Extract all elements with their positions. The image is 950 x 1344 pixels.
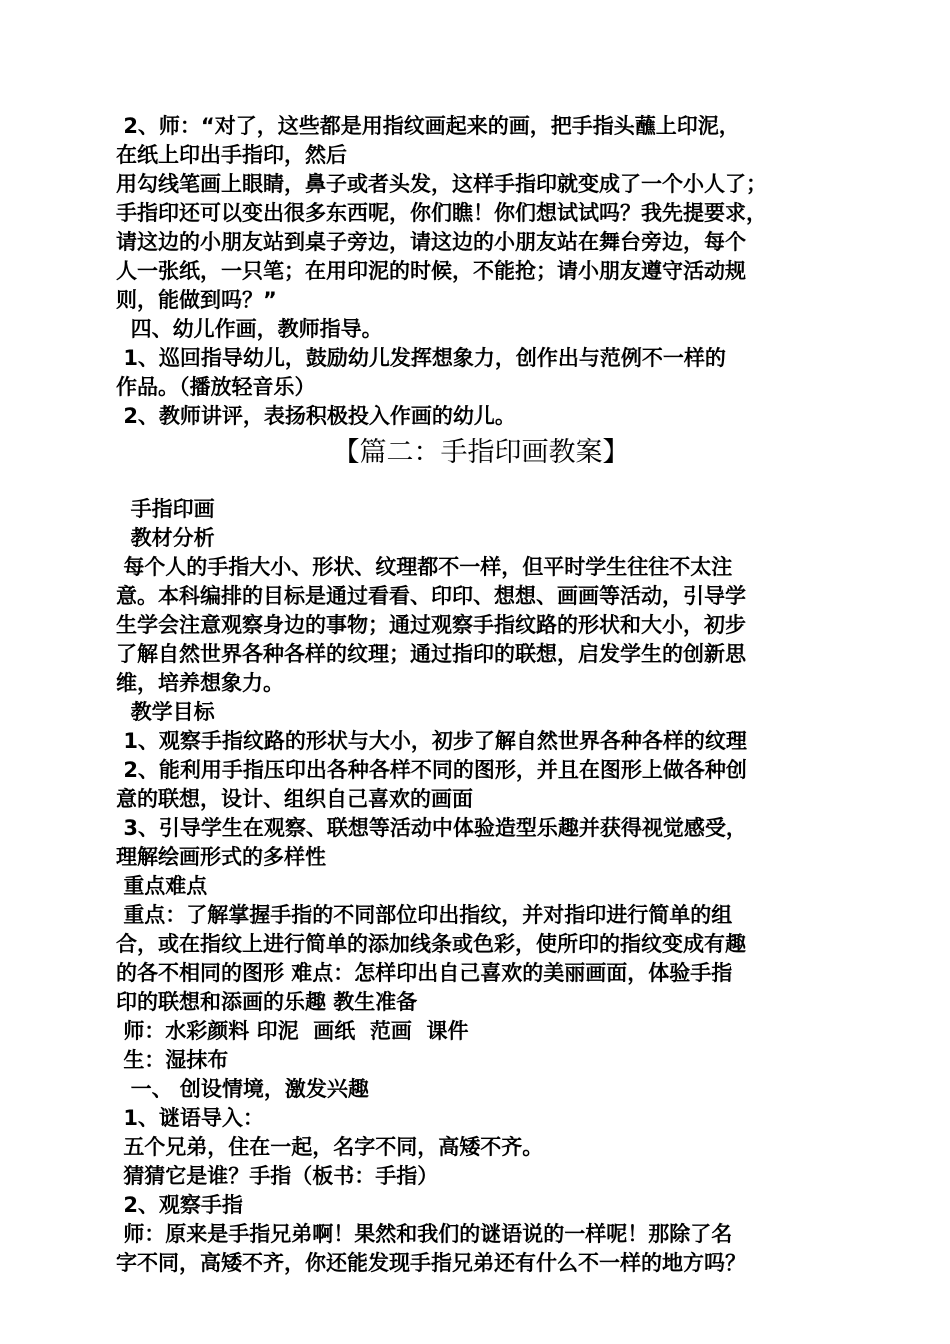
text-line: 手指印还可以变出很多东西呢，你们瞧！你们想试试吗？我先提要求， [116, 201, 767, 225]
text-line: 请这边的小朋友站到桌子旁边，请这边的小朋友站在舞台旁边，每个 [116, 230, 746, 254]
text-line: 师：原来是手指兄弟啊！果然和我们的谜语说的一样呢！那除了名 [116, 1222, 733, 1246]
text-line: 了解自然世界各种各样的纹理；通过指印的联想，启发学生的创新思 [116, 642, 746, 666]
text-line: 的各不相同的图形 难点：怎样印出自己喜欢的美丽画面，体验手指 [116, 961, 733, 985]
text-line: 理解绘画形式的多样性 [116, 845, 326, 869]
text-line: 印的联想和添画的乐趣 教生准备 [116, 990, 418, 1014]
text-line: 1、巡回指导幼儿，鼓励幼儿发挥想象力，创作出与范例不一样的 [116, 346, 726, 370]
text-line: 1、谜语导入： [116, 1106, 264, 1130]
document-page [116, 112, 846, 1278]
text-line: 手指印画 [116, 497, 215, 521]
text-line: 在纸上印出手指印，然后 [116, 143, 347, 167]
text-line: 3、引导学生在观察、联想等活动中体验造型乐趣并获得视觉感受， [116, 816, 747, 840]
text-line: 合，或在指纹上进行简单的添加线条或色彩，使所印的指纹变成有趣 [116, 932, 746, 956]
text-line: 五个兄弟，住在一起，名字不同，高矮不齐。 [116, 1135, 544, 1159]
text-line: 重点：了解掌握手指的不同部位印出指纹，并对指印进行简单的组 [116, 903, 733, 927]
text-line: 一、 创设情境，激发兴趣 [116, 1077, 369, 1101]
text-line: 师：水彩颜料 印泥 画纸 范画 课件 [116, 1019, 469, 1043]
text-line: 教学目标 [116, 700, 215, 724]
text-line: 字不同，高矮不齐，你还能发现手指兄弟还有什么不一样的地方吗？ [116, 1251, 746, 1275]
text-line: 重点难点 [116, 874, 208, 898]
section-heading: 【篇二：手指印画教案】 [332, 437, 630, 468]
lesson-section-1 [116, 112, 846, 431]
text-line: 用勾线笔画上眼睛，鼻子或者头发，这样手指印就变成了一个小人了； [116, 172, 767, 196]
text-line: 作品。（播放轻音乐） [116, 375, 316, 399]
text-line: 2、教师讲评，表扬积极投入作画的幼儿。 [116, 404, 516, 428]
text-line: 生：湿抹布 [116, 1048, 229, 1072]
text-line: 猜猜它是谁？手指（板书：手指） [116, 1164, 439, 1188]
text-line: 生学会注意观察身边的事物；通过观察手指纹路的形状和大小，初步 [116, 613, 746, 637]
text-line: 2、师：“对了，这些都是用指纹画起来的画，把手指头蘸上印泥， [116, 114, 740, 138]
text-line: 意。本科编排的目标是通过看看、印印、想想、画画等活动，引导学 [116, 584, 746, 608]
lesson-section-2 [116, 495, 846, 1278]
text-line: 每个人的手指大小、形状、纹理都不一样，但平时学生往往不太注 [116, 555, 733, 579]
text-line: 教材分析 [116, 526, 215, 550]
text-line: 四、幼儿作画，教师指导。 [116, 317, 383, 341]
text-line: 1、观察手指纹路的形状与大小，初步了解自然世界各种各样的纹理 [116, 729, 747, 753]
text-line: 2、观察手指 [116, 1193, 243, 1217]
text-line: 则，能做到吗？” [116, 288, 277, 312]
text-line: 维，培养想象力。 [116, 671, 284, 695]
text-line: 人一张纸，一只笔；在用印泥的时候，不能抢；请小朋友遵守活动规 [116, 259, 746, 283]
text-line: 2、能利用手指压印出各种各样不同的图形，并且在图形上做各种创 [116, 758, 747, 782]
text-line: 意的联想，设计、组织自己喜欢的画面 [116, 787, 473, 811]
